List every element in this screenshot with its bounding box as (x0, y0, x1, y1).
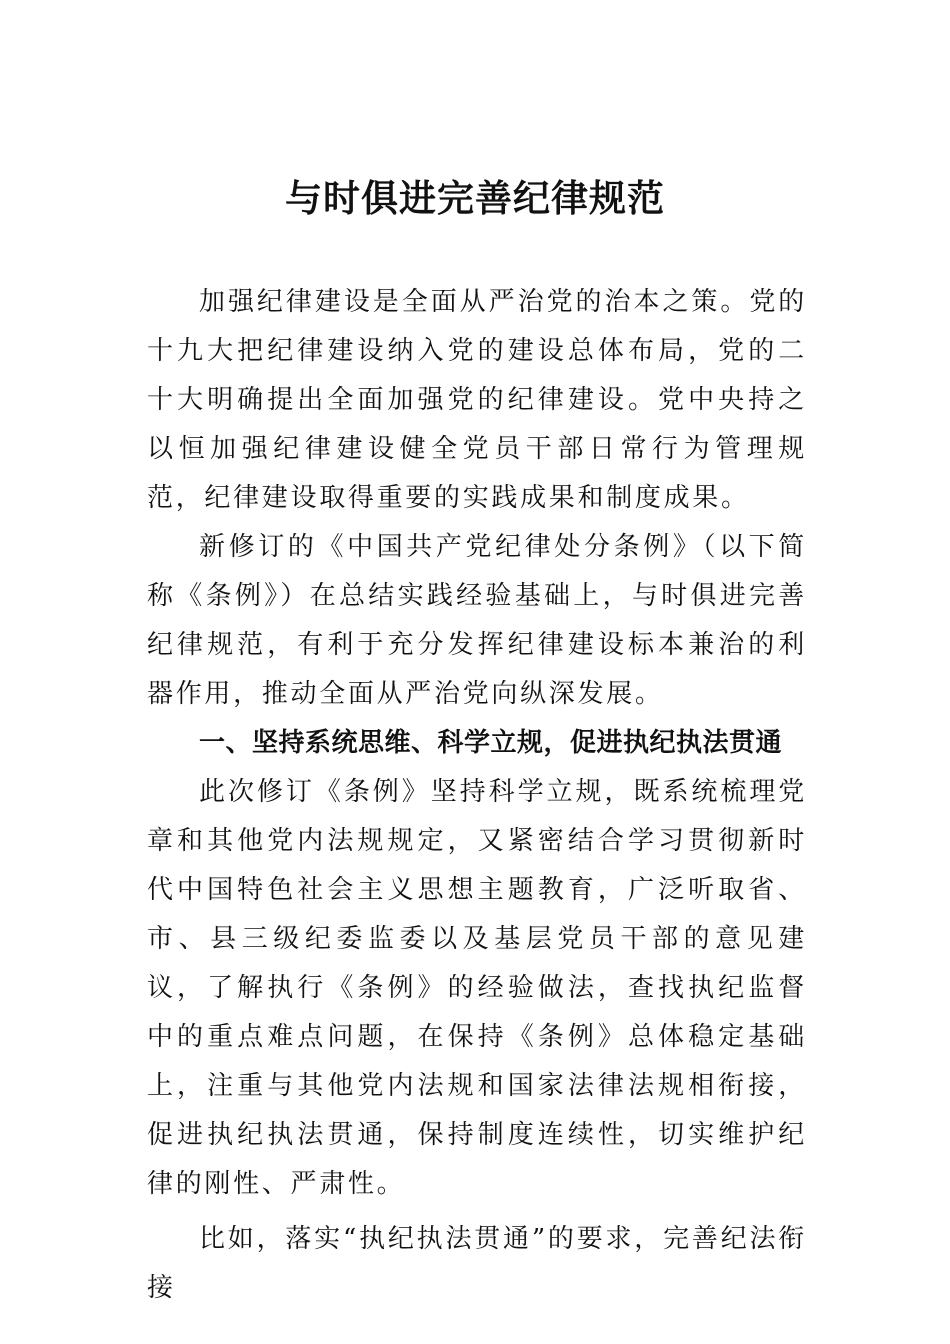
paragraph-regulation: 新修订的《中国共产党纪律处分条例》（以下简称《条例》）在总结实践经验基础上，与时俱进完善纪律规范，有利于充分发挥纪律建设标本兼治的利器作用，推动全面从严治党向纵深发展。 (147, 532, 807, 709)
section-heading: 一、坚持系统思维、科学立规，促进执纪执法贯通 (199, 728, 783, 758)
document-body (147, 278, 807, 1313)
paragraph-example: 比如，落实“执纪执法贯通”的要求，完善纪法衔接 (147, 1224, 807, 1303)
paragraph-intro: 加强纪律建设是全面从严治党的治本之策。党的十九大把纪律建设纳入党的建设总体布局，党的二十大明确提出全面加强党的纪律建设。党中央持之以恒加强纪律建设健全党员干部日常行为管理规范，纪律建设取得重要的实践成果和制度成果。 (147, 287, 807, 513)
document-title: 与时俱进完善纪律规范 (285, 176, 665, 220)
paragraph-section-body: 此次修订《条例》坚持科学立规，既系统梳理党章和其他党内法规规定，又紧密结合学习贯彻新时代中国特色社会主义思想主题教育，广泛听取省、市、县三级纪委监委以及基层党员干部的意见建议，了解执行《条例》的经验做法，查找执纪监督中的重点难点问题，在保持《条例》总体稳定基础上，注重与其他党内法规和国家法律法规相衔接，促进执纪执法贯通，保持制度连续性，切实维护纪律的刚性、严肃性。 (147, 777, 807, 1199)
